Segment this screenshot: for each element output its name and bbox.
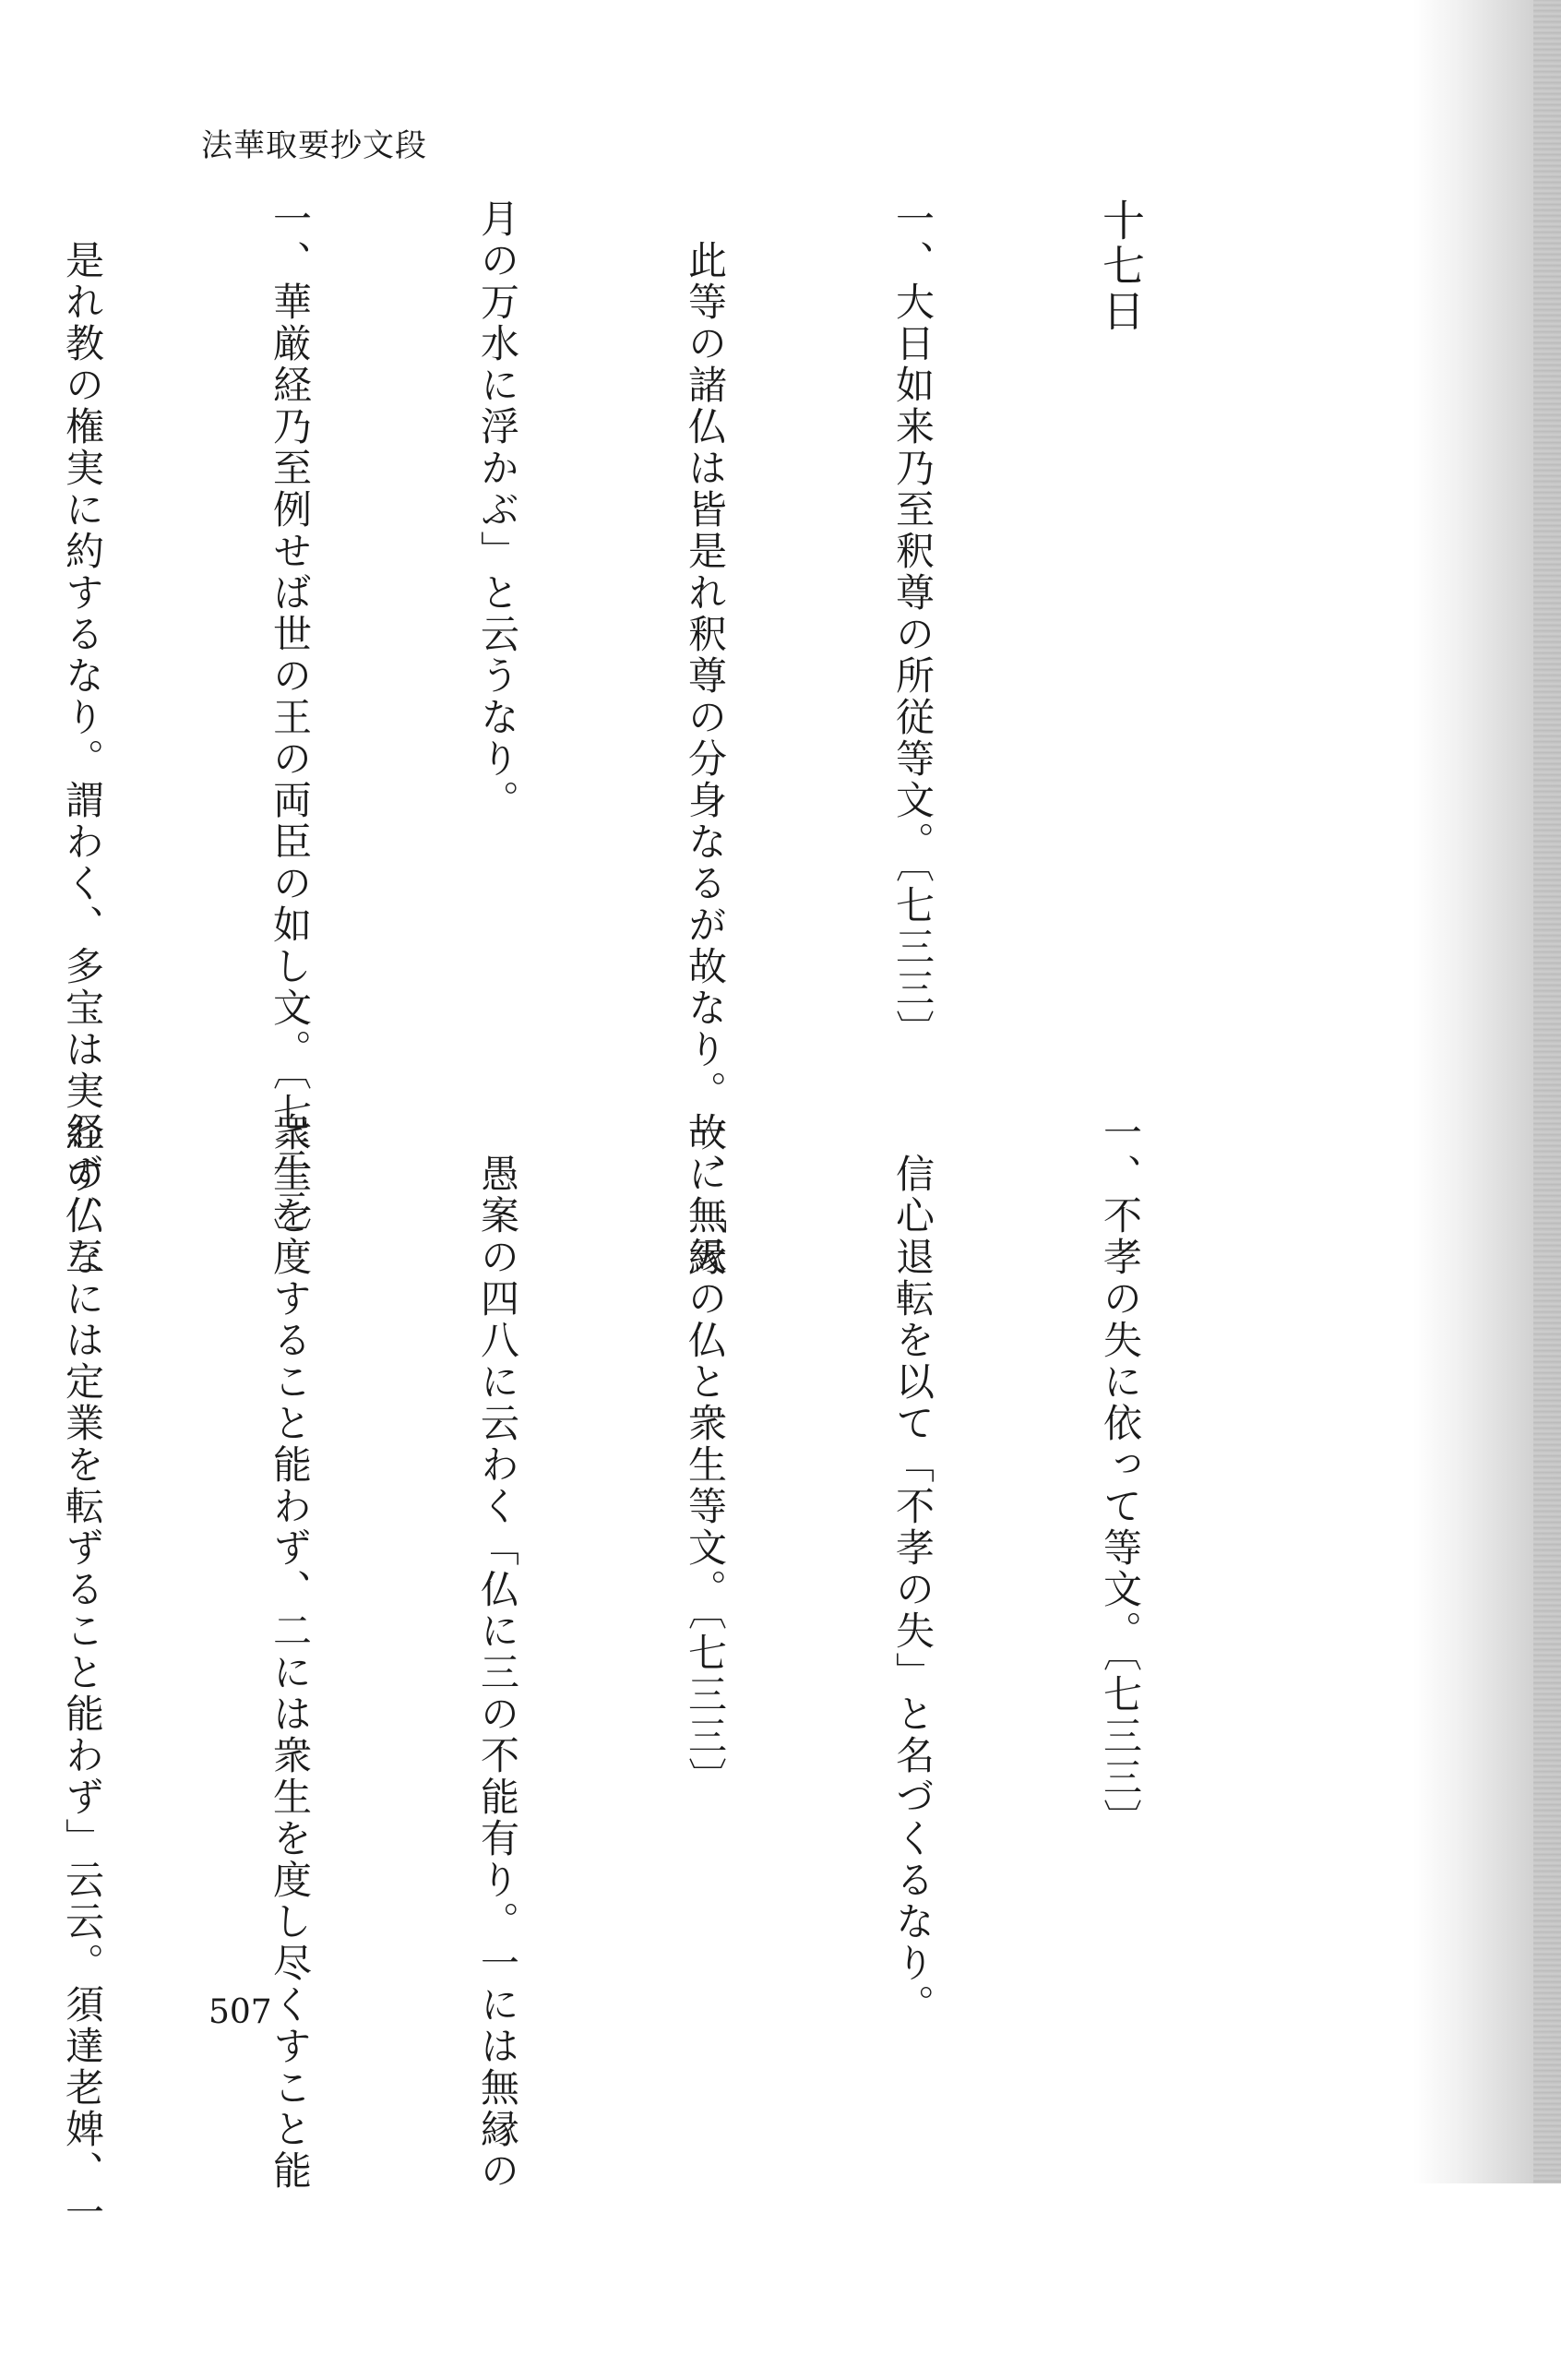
text-line: 此等の諸仏は皆是れ釈尊の分身なるが故なり。故に「天 — [683, 198, 728, 1278]
page-number: 507 — [209, 1993, 272, 2031]
text-line: わず、三には定業を転ずること能わず」云云。須達老婢、一 — [60, 1112, 105, 2233]
text-line: 是れ教の権実に約するなり。謂わく、多宝は実経の仏な — [60, 198, 105, 1278]
text-line: 一、大日如来乃至釈尊の所従等文。〔七三三〕 — [890, 198, 935, 1051]
text-block-top — [0, 198, 1293, 1278]
text-line: 一、華厳経乃至例せば世の王の両臣の如し文。〔七三三〕 — [268, 198, 313, 1259]
text-line: 一、無縁の仏と衆生等文。〔七三三〕 — [683, 1112, 728, 1799]
running-head: 法華取要抄文段 — [201, 127, 427, 164]
section-heading: 十七日 — [1096, 198, 1146, 334]
text-line: 衆生を度すること能わず、二には衆生を度し尽くすこと能 — [268, 1112, 313, 2192]
text-line: 月の万水に浮かぶ」と云うなり。 — [475, 198, 520, 821]
text-line: 一、不孝の失に依って等文。〔七三三〕 — [1098, 1112, 1143, 1840]
text-line: 愚案の四八に云わく「仏に三の不能有り。一には無縁の — [475, 1112, 520, 2192]
text-line: 信心退転を以て「不孝の失」と名づくるなり。 — [890, 1112, 935, 2026]
page-binding-edge — [1533, 0, 1561, 2183]
